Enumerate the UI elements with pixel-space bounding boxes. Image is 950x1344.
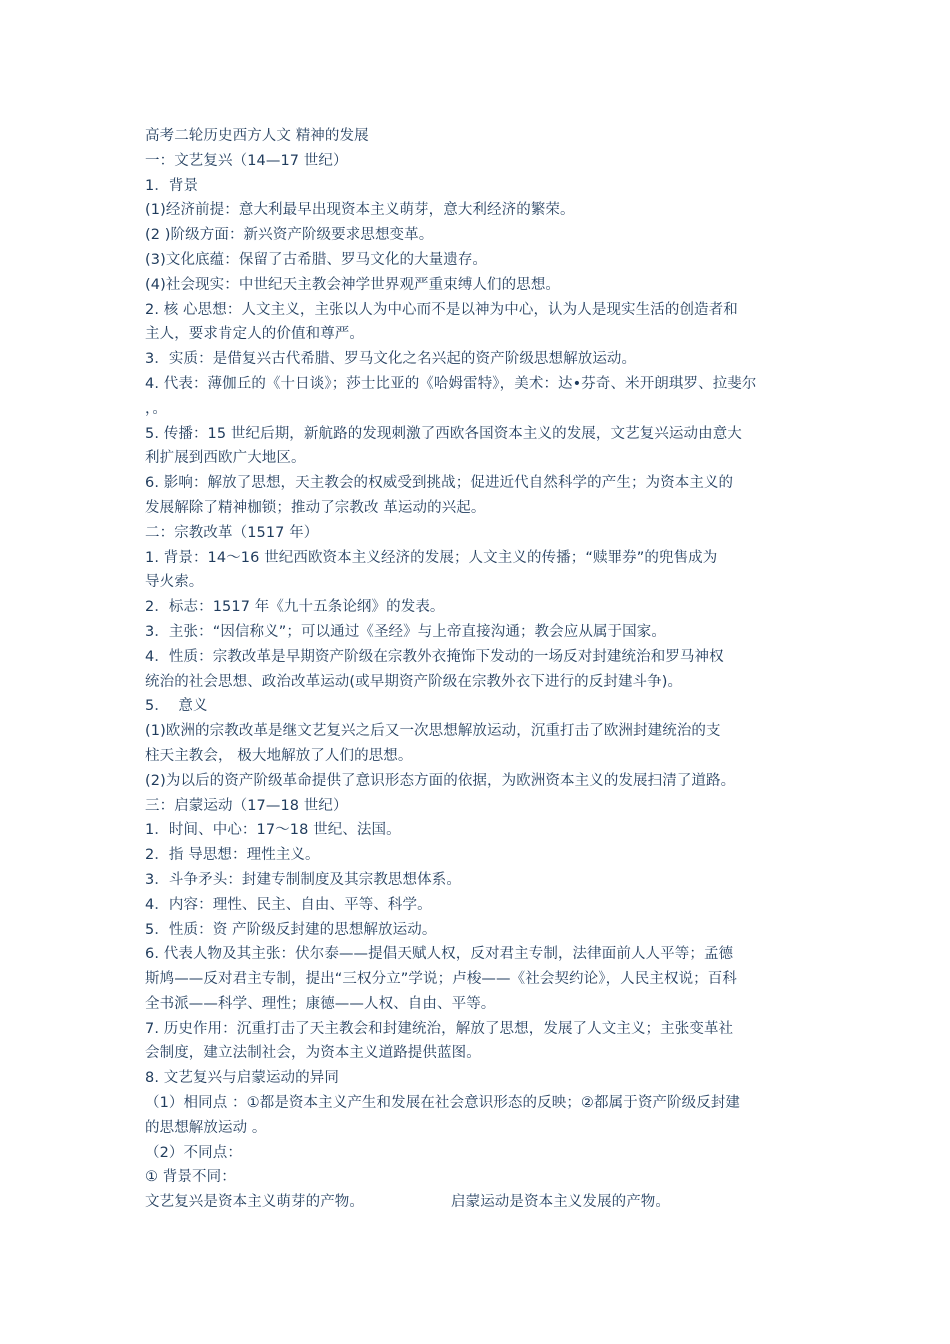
text-line: 4．内容：理性、民主、自由、平等、科学。 [145,896,432,913]
document-title: 高考二轮历史西方人文 精神的发展 [145,128,369,144]
text-line: 三：启蒙运动（17—18 世纪） [145,797,348,814]
text-line: 一：文艺复兴（14—17 世纪） [145,152,348,169]
text-line: ，。 [145,400,167,417]
text-line: （2）不同点： [145,1144,242,1161]
document-body [145,124,817,1215]
text-line: 5．性质：资 产阶级反封建的思想解放运动。 [145,921,437,938]
text-line: 4．性质：宗教改革是早期资产阶级在宗教外衣掩饰下发动的一场反对封建统治和罗马神权 [145,648,724,665]
text-line: ① 背景不同： [145,1169,236,1186]
text-line: 2. 核 心思想：人文主义，主张以人为中心而不是以神为中心，认为人是现实生活的创造者和 [145,301,738,318]
comparison-renaissance: 文艺复兴是资本主义萌芽的产物。 [145,1194,364,1211]
text-line: (2)为以后的资产阶级革命提供了意识形态方面的依据，为欧洲资本主义的发展扫清了道路。 [145,772,736,789]
text-line: 导火索。 [145,574,204,591]
text-line: (2 )阶级方面：新兴资产阶级要求思想变革。 [145,227,434,244]
text-line: 3．主张：“因信称义”；可以通过《圣经》与上帝直接沟通；教会应从属于国家。 [145,623,666,640]
comparison-row [145,1190,817,1215]
text-line: 全书派——科学、理性；康德——人权、自由、平等。 [145,995,496,1012]
text-line: 利扩展到西欧广大地区。 [145,450,306,467]
text-line: 1. 背景：14～16 世纪西欧资本主义经济的发展；人文主义的传播；“赎罪券”的兜售成为 [145,549,718,566]
text-line: 斯鸠——反对君主专制，提出“三权分立”学说；卢梭——《社会契约论》，人民主权说；百科 [145,971,737,988]
text-line: 6. 影响：解放了思想，天主教会的权威受到挑战；促进近代自然科学的产生；为资本主义的 [145,475,734,492]
text-line: (1)经济前提：意大利最早出现资本主义萌芽，意大利经济的繁荣。 [145,202,575,219]
text-line: 的思想解放运动 。 [145,1119,267,1136]
text-line: 7. 历史作用：沉重打击了天主教会和封建统治，解放了思想，发展了人文主义；主张变革社 [145,1020,734,1037]
text-line: (4)社会现实：中世纪天主教会神学世界观严重束缚人们的思想。 [145,276,561,293]
document-lines [145,149,817,1190]
text-line: （1）相同点 ：①都是资本主义产生和发展在社会意识形态的反映；②都属于资产阶级反封建 [145,1095,741,1112]
text-line: 3．斗争矛头：封建专制制度及其宗教思想体系。 [145,871,461,888]
text-line: 统治的社会思想、政治改革运动(或早期资产阶级在宗教外衣下进行的反封建斗争)。 [145,673,683,690]
text-line: 3．实质：是借复兴古代希腊、罗马文化之名兴起的资产阶级思想解放运动。 [145,351,637,368]
text-line: 柱天主教会， 极大地解放了人们的思想。 [145,747,413,764]
text-line: 主人，要求肯定人的价值和尊严。 [145,326,364,343]
text-line: 8. 文艺复兴与启蒙运动的异同 [145,1070,339,1087]
text-line: 会制度，建立法制社会，为资本主义道路提供蓝图。 [145,1045,481,1062]
comparison-enlightenment: 启蒙运动是资本主义发展的产物。 [451,1194,670,1211]
text-line: 2．指 导思想：理性主义。 [145,847,320,864]
text-line: 1．背景 [145,177,199,194]
text-line: (1)欧洲的宗教改革是继文艺复兴之后又一次思想解放运动，沉重打击了欧洲封建统治的支 [145,723,721,740]
text-line: 4. 代表：薄伽丘的《十日谈》；莎士比亚的《哈姆雷特》，美术：达•芬奇、米开朗琪罗、拉斐尔 [145,375,757,392]
text-line: (3)文化底蕴：保留了古希腊、罗马文化的大量遗存。 [145,251,488,268]
text-line: 5. 传播：15 世纪后期，新航路的发现刺激了西欧各国资本主义的发展，文艺复兴运动由意大 [145,425,742,442]
text-line: 6. 代表人物及其主张：伏尔泰——提倡天赋人权，反对君主专制，法律面前人人平等；孟德 [145,946,734,963]
text-line: 5． 意义 [145,698,208,715]
text-line: 二：宗教改革（1517 年） [145,524,319,541]
text-line: 1．时间、中心：17～18 世纪、法国。 [145,822,401,839]
text-line: 2．标志：1517 年《九十五条论纲》的发表。 [145,599,445,616]
text-line: 发展解除了精神枷锁；推动了宗教改 革运动的兴起。 [145,499,486,516]
